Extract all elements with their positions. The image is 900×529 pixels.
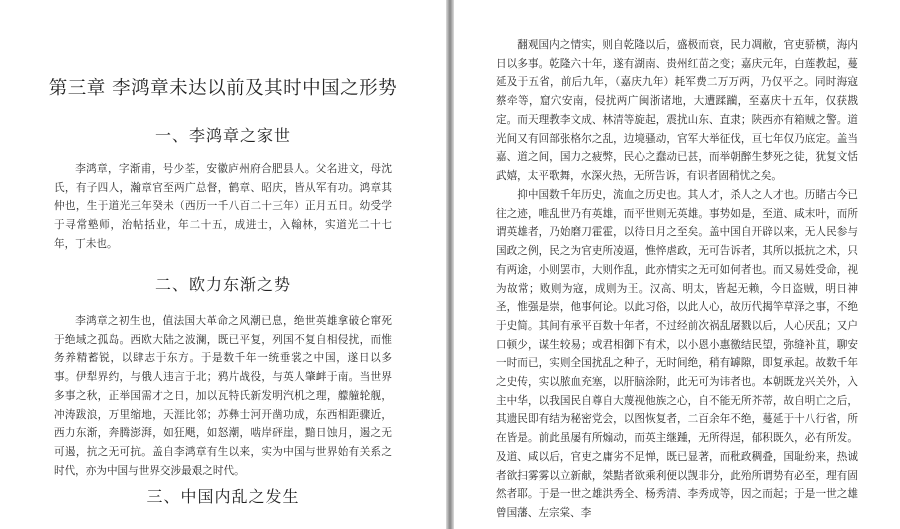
book-gutter	[446, 0, 454, 529]
right-paragraph-1: 翻观国内之情实，则自乾隆以后，盛极而衰，民力凋敝，官吏骄横，海内日以多事。乾隆六十年，遂有湖南、贵州红苗之变；嘉庆元年，白莲教起，蔓延及于五省，前后九年，（嘉庆九年）耗军费二万万两，乃仅平之。同时海寇蔡牵等，窟穴安南，侵扰两广闽浙诸地，大遭蹂躏，至嘉庆十五年，仅获戡定。而天理教李文成、林清等旋起，震扰山东、直隶；陕西亦有箱贼之警。道光间又有回部张格尔之乱，边境骚动，官军大举征伐，亘七年仅乃底定。盖当嘉、道之间，国力之疲弊，民心之蠢动已甚，而举朝醉生梦死之徒，犹复文恬武嬉，太平歌舞，水深火热，无所告诉，有识者固稍忧之矣。	[496, 39, 858, 182]
right-page	[454, 0, 900, 529]
section-paragraph-family: 李鸿章，字渐甫，号少荃，安徽庐州府合肥县人。父名进文，母沈氏，有子四人，瀚章官至两广总督，鹤章、昭庆，皆从军有功。鸿章其仲也，生于道光三年癸未（西历一千八百二十三年）正月五日。幼受学于寻常塾师，治帖括业，年二十五，成进士，入翰林，实道光二十七年，丁未也。	[54, 163, 392, 250]
section-title-rebellion: 三、中国内乱之发生	[146, 487, 300, 506]
left-page	[0, 0, 446, 529]
section-paragraph-west: 李鸿章之初生也，值法国大革命之风潮已息，绝世英雄拿破仑窜死于绝域之孤岛。西欧大陆之波澜，既已平复，列国不复自相侵扰，而惟务养精蓄锐，以肆志于东方。于是数千年一统垂裳之中国，遂日以多事。伊犁界约，与俄人违言于北；鸦片战役，与英人肇衅于南。当世界多事之秋，正举国需才之日，加以瓦特氏新发明汽机之理，艨艟轮舰，冲涛跋浪，万里缩地，天涯比邻；苏彝士河开凿功成，东西相距骤近，西力东渐，奔腾澎湃，如狂飓，如怒潮，啮岸砰崖，黯日蚀月，遏之无可遏，抗之无可抗。盖自李鸿章有生以来，实为中国与世界始有关系之时代，亦为中国与世界交涉最艰之时代。	[54, 315, 392, 477]
chapter-title: 第三章 李鸿章未达以前及其时中国之形势	[48, 78, 398, 99]
right-paragraph-2: 抑中国数千年历史，流血之历史也。其人才，杀人之人才也。历睹古今已往之迹，唯乱世乃有英雄，而平世则无英雄。事势如是，至道、咸末叶，而所谓英雄者，乃始磨刀霍霍，以待日月之至矣。盖中国自开辟以来，无人民参与国政之例，民之为官吏所凌逼，憔悴虐政，无可告诉者，其所以抵抗之术，只有两途，小则罢市，大则作乱，此亦情实之无可如何者也。而又易姓受命，视为故常；败则为寇，成则为王。汉高、明太，皆起无赖，今日盗贼，明日神圣，惟强是崇，他事何论。以此习俗，以此人心，故历代揭竿草泽之事，不绝于史简。其间有承平百数十年者，不过经前次祸乱屠戮以后，人心厌乱；又户口顿少，谋生较易；或君相御下有术，以小恩小惠徼结民望，弥缝补苴，聊安一时而已，实则全国扰乱之种子，无时间绝，稍有罅隙，即复承起。故数千年之史传，实以脓血充塞，以肝脑涂附，此无可为讳者也。本朝既龙兴关外，入主中华，以我国民自尊自大蔑视他族之心，自不能无所芥蒂，故自明亡之后，其遗民即有结为秘密党会，以图恢复者，二百余年不绝，蔓延于十八行省，所在皆是。前此虽屡有所煽动，而英主继踵，无所得逞，郁积既久，必有所发。及道、咸以后，官吏之庸劣不足惮，既已显著，而秕政稠叠，国耻纷来，热诚者欲扫雾雾以立新献，桀黠者欲乘利便以觊非分，此殆所谓势有必至，理有固然者耶。于是一世之雄洪秀全、杨秀清、李秀成等，因之而起；于是一世之雄曾国藩、左宗棠、李	[496, 189, 858, 519]
section-title-west: 二、欧力东渐之势	[154, 275, 291, 294]
section-title-family: 一、李鸿章之家世	[154, 126, 291, 145]
